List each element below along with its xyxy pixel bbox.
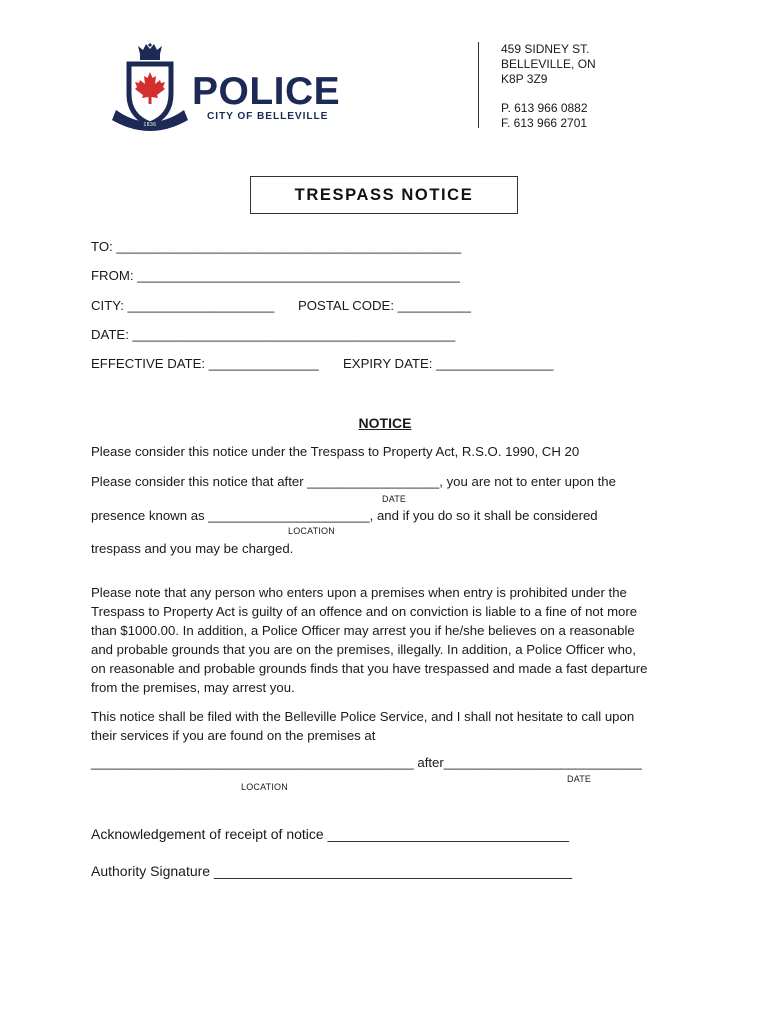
penalty-paragraph: [91, 583, 691, 697]
filing-line: their services if you are found on the premises at: [91, 728, 376, 743]
address-line-3: K8P 3Z9: [501, 72, 548, 86]
penalty-line: and probable grounds that you are on the premises, illegally. In addition, a Police Officer who,: [91, 642, 636, 657]
postal-code-field[interactable]: POSTAL CODE: __________: [298, 298, 472, 313]
filing-paragraph: [91, 707, 691, 745]
logo-subtitle: CITY OF BELLEVILLE: [207, 111, 329, 122]
address-line-1: 459 SIDNEY ST.: [501, 42, 590, 56]
address-line-2: BELLEVILLE, ON: [501, 57, 596, 71]
date-caption: DATE: [382, 494, 407, 504]
from-field[interactable]: FROM: ____________________________________________: [91, 268, 460, 283]
contact-block: [501, 101, 588, 131]
notice-line-4: trespass and you may be charged.: [91, 541, 294, 556]
filing-line: This notice shall be filed with the Belleville Police Service, and I shall not hesitate to call upon: [91, 709, 635, 724]
penalty-line: Trespass to Property Act is guilty of an offence and on conviction is liable to a fine of not more: [91, 604, 638, 619]
location-caption: LOCATION: [288, 526, 335, 536]
authority-signature-line[interactable]: Authority Signature ______________________________________________: [91, 863, 573, 879]
address-divider: [478, 42, 479, 128]
svg-text:1836: 1836: [143, 122, 157, 128]
notice-line-3[interactable]: presence known as ______________________, and if you do so it shall be considered: [91, 508, 598, 523]
city-field[interactable]: CITY: ____________________: [91, 298, 275, 313]
to-field[interactable]: TO: _______________________________________________: [91, 239, 462, 254]
notice-line-2[interactable]: Please consider this notice that after __________________, you are not to enter upon the: [91, 474, 616, 489]
police-logo: [112, 42, 364, 138]
penalty-line: Please note that any person who enters upon a premises when entry is prohibited under the: [91, 585, 627, 600]
acknowledgement-signature-line[interactable]: Acknowledgement of receipt of notice _______________________________: [91, 826, 569, 842]
title-box: [250, 176, 518, 214]
shield-crest-icon: [129, 64, 171, 124]
penalty-line: than $1000.00. In addition, a Police Officer may arrest you if he/she believes on a reasonable: [91, 623, 635, 638]
address-block: [501, 42, 596, 87]
phone-number: P. 613 966 0882: [501, 101, 588, 115]
notice-heading: NOTICE: [358, 415, 412, 431]
expiry-date-field[interactable]: EXPIRY DATE: ________________: [343, 356, 554, 371]
date-caption-2: DATE: [567, 774, 592, 784]
logo-wordmark: POLICE: [192, 70, 341, 113]
notice-line-1: Please consider this notice under the Trespass to Property Act, R.S.O. 1990, CH 20: [91, 444, 580, 459]
effective-date-field[interactable]: EFFECTIVE DATE: _______________: [91, 356, 319, 371]
location-caption-2: LOCATION: [241, 782, 288, 792]
date-field[interactable]: DATE: ____________________________________________: [91, 327, 456, 342]
location-after-line[interactable]: ____________________________________________ after___________________________: [91, 755, 642, 770]
penalty-line: on reasonable and probable grounds finds that you have trespassed and made a fast departure: [91, 661, 648, 676]
penalty-line: from the premises, may arrest you.: [91, 680, 295, 695]
page-title: TRESPASS NOTICE: [294, 185, 474, 204]
crown-icon: [138, 43, 162, 60]
fax-number: F. 613 966 2701: [501, 116, 588, 130]
